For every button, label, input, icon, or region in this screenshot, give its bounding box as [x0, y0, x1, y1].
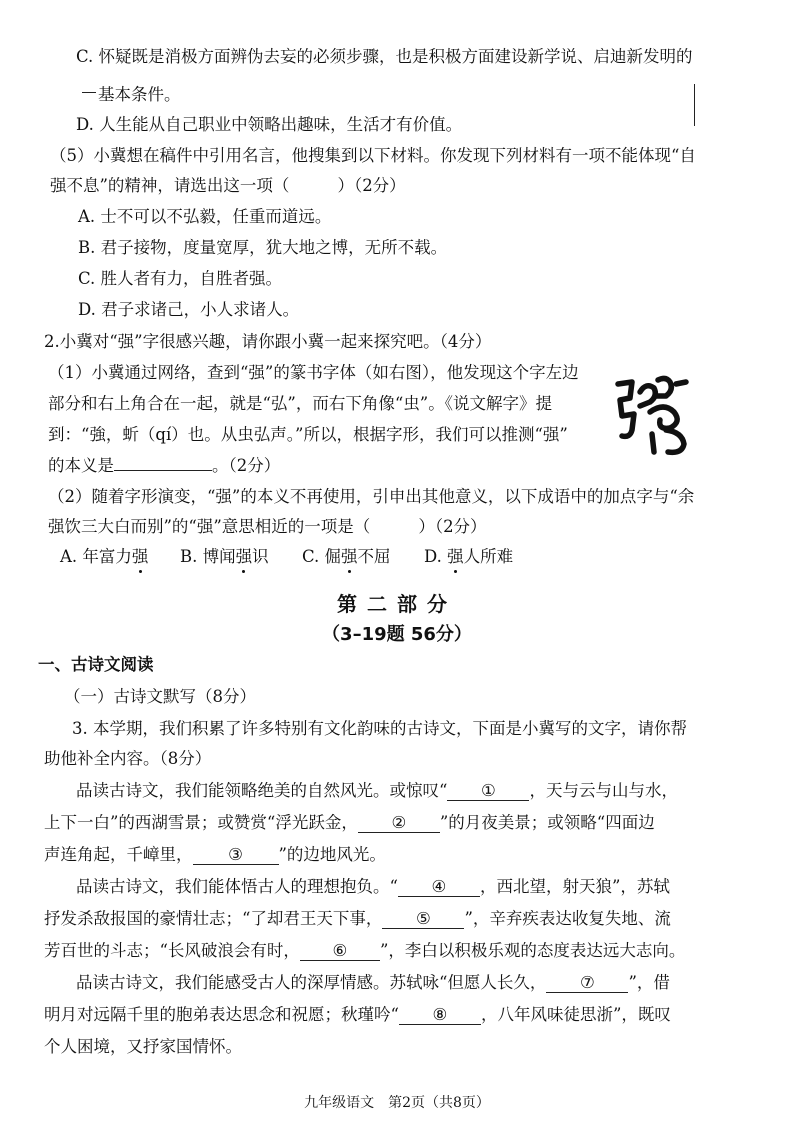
q2-2-option-c — [302, 546, 391, 568]
part2-title: 第二部分 — [337, 592, 457, 616]
passage-text: 芳百世的斗志；“长风破浪会有时， — [44, 941, 300, 960]
option-text: B. 博闻 — [180, 547, 236, 566]
passage-text: ，西北望，射天狼”，苏轼 — [479, 877, 670, 896]
passage-text: 品读古诗文，我们能感受古人的深厚情感。苏轼咏“但愿人长久， — [76, 973, 547, 992]
passage-text: ”的边地风光。 — [278, 845, 386, 864]
q1-5-option-b: B. 君子接物，度量宽厚，犹大地之博，无所不载。 — [78, 238, 448, 257]
q3-p1-line1 — [76, 780, 678, 802]
passage-text: 声连角起，千嶂里， — [44, 845, 193, 864]
section1-heading: 一、古诗文阅读 — [38, 655, 154, 674]
passage-text: ，天与云与山与水， — [529, 781, 678, 800]
answer-blank[interactable] — [114, 470, 212, 471]
option-text: A. 年富力 — [60, 547, 132, 566]
option-text: D. — [424, 547, 448, 566]
right-margin-line — [694, 84, 695, 126]
q2-2-stem-text: 强饮三大白而别”的“强”意思相近的一项是（ — [48, 517, 371, 536]
q2-1-prompt: 的本义是 — [48, 456, 114, 475]
passage-text: ”，借 — [628, 973, 670, 992]
q1-5-option-a: A. 士不可以不弘毅，任重而道远。 — [78, 207, 332, 226]
answer-blank-8[interactable]: ⑧ — [399, 1006, 481, 1025]
option-text: 人所难 — [463, 547, 514, 566]
q2-2-line2 — [48, 516, 487, 538]
passage-text: ”的月夜美景；或领略“四面边 — [439, 813, 655, 832]
dotted-char: 强 — [447, 547, 464, 566]
answer-blank-2[interactable]: ② — [358, 814, 440, 833]
answer-blank-4[interactable]: ④ — [398, 878, 480, 897]
option-text: C. 倔 — [302, 547, 342, 566]
passage-text: 明月对远隔千里的胞弟表达思念和祝愿；秋瑾吟“ — [44, 1005, 399, 1024]
passage-text: ”，辛弃疾表达收复失地、流 — [464, 909, 671, 928]
seal-script-qiang-image — [612, 372, 696, 458]
answer-blank-7[interactable]: ⑦ — [546, 974, 628, 993]
answer-blank-6[interactable]: ⑥ — [300, 942, 380, 961]
passage-text: 上下一白”的西湖雪景；或赞赏“浮光跃金， — [44, 813, 358, 832]
option-text: 不屈 — [357, 547, 391, 566]
q2-1-line3: 到：“強，蚚（qí）也。从虫弘声。”所以，根据字形，我们可以推测“强” — [48, 425, 568, 444]
q1-5-stem-line2 — [50, 175, 406, 197]
answer-blank-5[interactable]: ⑤ — [382, 910, 464, 929]
q3-p1-line3 — [44, 844, 386, 866]
dotted-char: 强 — [235, 547, 253, 566]
q3-stem-line1: 3. 本学期，我们积累了许多特别有文化韵味的古诗文，下面是小冀写的文字，请你帮 — [72, 719, 687, 738]
q2-2-line1: （2）随着字形演变，“强”的本义不再使用，引申出其他意义，以下成语中的加点字与“余 — [48, 487, 695, 506]
q1-5-score: ）（2分） — [337, 176, 406, 195]
passage-text: 品读古诗文，我们能领略绝美的自然风光。或惊叹“ — [76, 781, 448, 800]
passage-text: 品读古诗文，我们能体悟古人的理想抱负。“ — [76, 877, 398, 896]
q3-p3-line3: 个人困境，又抒家国情怀。 — [44, 1037, 242, 1056]
q1-5-option-d: D. 君子求诸己，小人求诸人。 — [78, 300, 300, 319]
answer-blank-3[interactable]: ③ — [193, 846, 279, 865]
answer-blank-1[interactable]: ① — [447, 782, 529, 801]
option-text: 识 — [252, 547, 269, 566]
dotted-char: 强 — [131, 547, 149, 566]
q2-2-option-b — [180, 546, 269, 568]
passage-text: ，八年风味徒思浙”，既叹 — [480, 1005, 671, 1024]
binding-mark — [82, 92, 96, 93]
q1-option-c-line2: 基本条件。 — [98, 85, 181, 104]
q2-2-option-a — [60, 546, 148, 568]
q2-stem: 2.小冀对“强”字很感兴趣，请你跟小冀一起来探究吧。（4分） — [44, 332, 492, 351]
q3-p1-line2 — [44, 812, 655, 834]
q3-p3-line2 — [44, 1004, 671, 1026]
q2-2-score: ）（2分） — [418, 517, 487, 536]
q1-option-d: D. 人生能从自己职业中领略出趣味，生活才有价值。 — [76, 115, 463, 134]
q2-1-score: 。（2分） — [212, 456, 281, 475]
q1-5-stem-text: 强不息”的精神，请选出这一项（ — [50, 176, 290, 195]
q2-1-line1: （1）小冀通过网络，查到“强”的篆书字体（如右图），他发现这个字左边 — [48, 363, 579, 382]
q2-1-line2: 部分和右上角合在一起，就是“弘”，而右下角像“虫”。《说文解字》提 — [48, 394, 552, 413]
q3-stem-line2: 助他补全内容。（8分） — [44, 749, 212, 768]
q3-p3-line1 — [76, 972, 670, 994]
q2-1-line4 — [48, 455, 280, 477]
dotted-char: 强 — [341, 547, 358, 566]
q1-5-option-c: C. 胜人者有力，自胜者强。 — [78, 269, 283, 288]
q1-option-c-line1: C. 怀疑既是消极方面辨伪去妄的必须步骤，也是积极方面建设新学说、启迪新发明的 — [76, 47, 693, 66]
passage-text: ”，李白以积极乐观的态度表达远大志向。 — [379, 941, 686, 960]
passage-text: 抒发杀敌报国的豪情壮志；“了却君王天下事， — [44, 909, 383, 928]
part2-subtitle: （3–19题 56分） — [322, 624, 472, 645]
q2-2-option-d — [424, 546, 513, 568]
q3-p2-line2 — [44, 908, 671, 930]
q3-p2-line3 — [44, 940, 685, 962]
page-footer: 九年级语文 第2页（共8页） — [304, 1095, 490, 1111]
section1-subheading: （一）古诗文默写（8分） — [64, 687, 256, 706]
q3-p2-line1 — [76, 876, 670, 898]
q1-5-stem-line1: （5）小冀想在稿件中引用名言，他搜集到以下材料。你发现下列材料有一项不能体现“自 — [50, 146, 696, 165]
